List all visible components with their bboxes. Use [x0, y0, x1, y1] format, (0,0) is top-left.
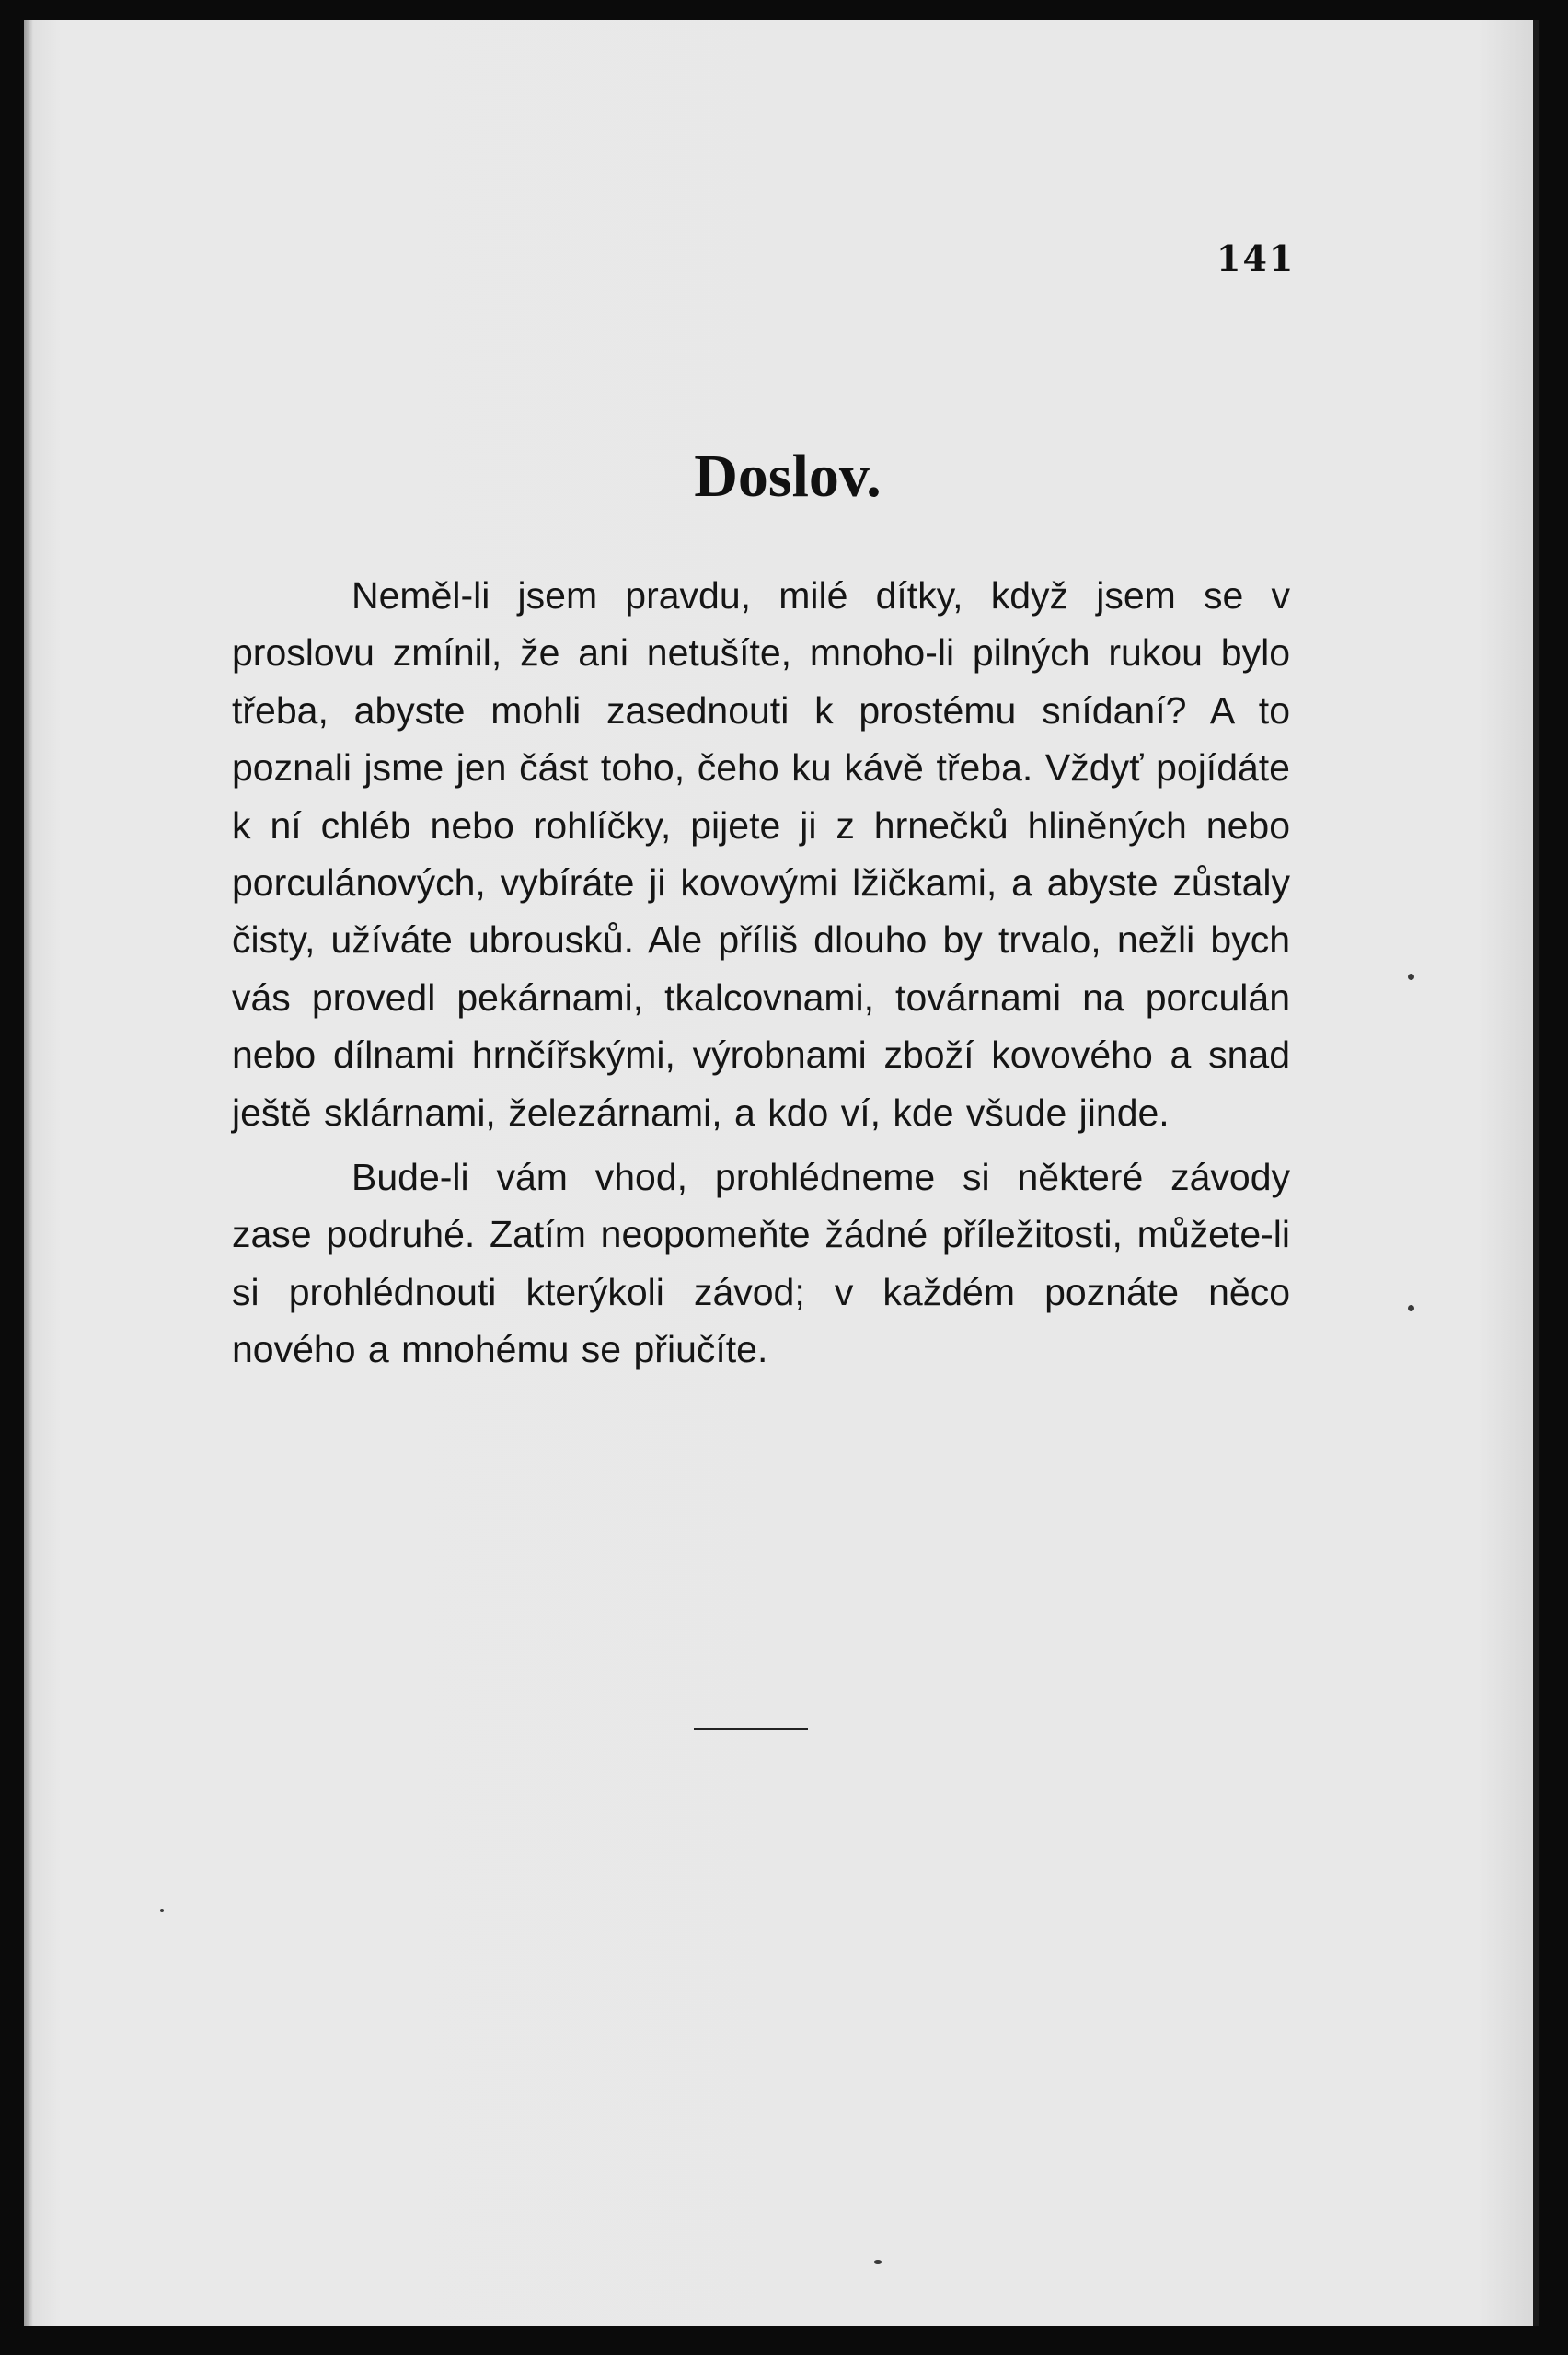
- book-page: [24, 20, 1539, 2326]
- binding-shadow: [24, 20, 33, 2326]
- page-number: 141: [1216, 237, 1296, 279]
- print-speck: [874, 2260, 882, 2264]
- print-speck: [1408, 974, 1414, 980]
- print-speck: [1408, 1305, 1414, 1311]
- print-speck: [160, 1909, 164, 1912]
- paragraph-1: Neměl-li jsem pravdu, milé dítky, když jsem se v proslovu zmínil, že ani netušíte, mnoho-li pilných rukou bylo třeba, abyste mohli zasednouti k prostému snídaní? A to poznali jsme jen část toho, čeho ku kávě třeba. Vždyť pojídáte k ní chléb nebo rohlíčky, pijete ji z hrnečků hliněných nebo porculánových, vybíráte ji kovovými lžičkami, a abyste zůstaly čisty, užíváte ubrousků. Ale příliš dlouho by trvalo, nežli bych vás provedl pekárnami, tkalcovnami, továrnami na porculán nebo dílnami hrnčířskými, výrobnami zboží kovového a snad ještě sklárnami, železárnami, a kdo ví, kde všude jinde.: [232, 574, 1290, 1134]
- paragraph-2: Bude-li vám vhod, prohlédneme si některé závody zase podruhé. Zatím neopomeňte žádné příležitosti, můžete-li si prohlédnouti kterýkoli závod; v každém poznáte něco nového a mnohému se přiučíte.: [232, 1156, 1290, 1371]
- end-rule: [694, 1728, 808, 1730]
- chapter-title: Doslov.: [694, 443, 882, 510]
- body-text: [232, 567, 1290, 1379]
